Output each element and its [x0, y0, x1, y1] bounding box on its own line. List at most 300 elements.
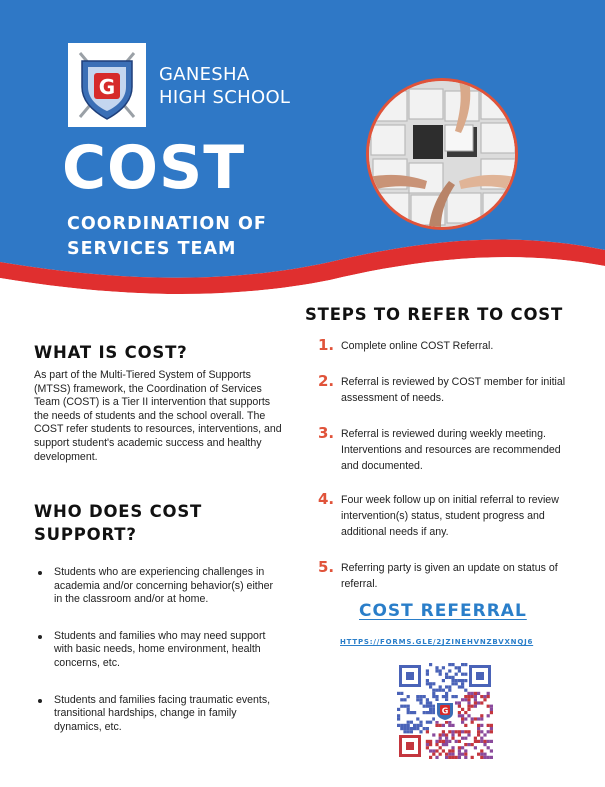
what-description: As part of the Multi-Tiered System of Supports (MTSS) framework, the Coordination of Services Team (COST) is a Tier II intervention that supports the needs of students and the school overall. The COST refer students to resources, interventions, and support student's academic success and healthy development. — [34, 369, 282, 463]
qr-module — [451, 733, 454, 736]
qr-module — [429, 721, 432, 724]
qr-module — [483, 695, 486, 698]
qr-module — [480, 740, 483, 743]
qr-module — [429, 663, 432, 666]
qr-module — [442, 733, 445, 736]
qr-module — [445, 740, 448, 743]
qr-module — [426, 673, 429, 676]
step-text: Complete online COST Referral. — [341, 340, 494, 352]
qr-module — [480, 753, 483, 756]
qr-module — [435, 695, 438, 698]
qr-module — [419, 695, 422, 698]
qr-module — [432, 705, 435, 708]
qr-module — [397, 714, 400, 717]
qr-module — [464, 753, 467, 756]
qr-module — [483, 743, 486, 746]
qr-module — [487, 705, 490, 708]
qr-module — [471, 743, 474, 746]
qr-module — [407, 705, 410, 708]
qr-module — [439, 740, 442, 743]
qr-module — [407, 711, 410, 714]
qr-module — [435, 756, 438, 759]
qr-module — [467, 705, 470, 708]
qr-module — [429, 749, 432, 752]
qr-module — [458, 733, 461, 736]
qr-module — [458, 756, 461, 759]
qr-module — [448, 753, 451, 756]
qr-module — [403, 730, 406, 733]
qr-module — [451, 724, 454, 727]
qr-module — [416, 717, 419, 720]
qr-module — [448, 663, 451, 666]
qr-module — [439, 685, 442, 688]
qr-module — [400, 698, 403, 701]
qr-module — [455, 679, 458, 682]
qr-module — [467, 698, 470, 701]
qr-module — [445, 753, 448, 756]
subtitle-line2: SERVICES TEAM — [67, 239, 237, 259]
who-list — [34, 566, 284, 757]
qr-module — [426, 701, 429, 704]
qr-module — [471, 756, 474, 759]
qr-module — [407, 727, 410, 730]
qr-module — [419, 721, 422, 724]
qr-module — [410, 721, 413, 724]
qr-module — [461, 673, 464, 676]
qr-module — [490, 727, 493, 730]
qr-module — [458, 730, 461, 733]
qr-module — [451, 682, 454, 685]
qr-module — [451, 756, 454, 759]
who-heading-line1: WHO DOES COST — [34, 502, 203, 521]
qr-module — [458, 753, 461, 756]
qr-module — [467, 708, 470, 711]
qr-module — [474, 746, 477, 749]
qr-module — [432, 692, 435, 695]
qr-module — [477, 692, 480, 695]
qr-module — [439, 669, 442, 672]
school-name-line1: GANESHA — [159, 64, 250, 85]
qr-module — [471, 695, 474, 698]
step-number: 5. — [318, 558, 335, 576]
school-logo — [68, 43, 146, 127]
qr-module — [451, 746, 454, 749]
qr-module — [464, 749, 467, 752]
qr-module — [455, 730, 458, 733]
qr-module — [461, 714, 464, 717]
qr-module — [455, 756, 458, 759]
qr-module — [448, 721, 451, 724]
qr-module — [490, 756, 493, 759]
step-number: 4. — [318, 490, 335, 508]
qr-module — [455, 666, 458, 669]
qr-module — [442, 679, 445, 682]
qr-module — [445, 692, 448, 695]
qr-module — [435, 669, 438, 672]
qr-module — [445, 695, 448, 698]
qr-module — [435, 749, 438, 752]
step-number: 3. — [318, 424, 335, 442]
qr-module — [461, 737, 464, 740]
qr-module — [451, 737, 454, 740]
qr-module — [416, 698, 419, 701]
qr-module — [490, 749, 493, 752]
qr-module — [432, 717, 435, 720]
qr-module — [432, 682, 435, 685]
qr-module — [461, 685, 464, 688]
qr-module — [442, 689, 445, 692]
qr-module — [464, 698, 467, 701]
qr-module — [419, 730, 422, 733]
qr-module — [410, 730, 413, 733]
qr-module — [464, 663, 467, 666]
qr-module — [464, 717, 467, 720]
school-name-line2: HIGH SCHOOL — [159, 87, 291, 108]
qr-module — [461, 746, 464, 749]
step-number: 2. — [318, 372, 335, 390]
qr-module — [464, 689, 467, 692]
qr-module — [487, 724, 490, 727]
qr-module — [477, 733, 480, 736]
qr-module — [458, 685, 461, 688]
step-number: 1. — [318, 336, 335, 354]
qr-module — [458, 740, 461, 743]
qr-module — [445, 737, 448, 740]
qr-module — [461, 682, 464, 685]
qr-module — [400, 692, 403, 695]
qr-module — [451, 753, 454, 756]
qr-module — [439, 733, 442, 736]
what-heading: WHAT IS COST? — [34, 343, 188, 362]
qr-module — [480, 724, 483, 727]
qr-module — [410, 727, 413, 730]
qr-module — [403, 705, 406, 708]
page-title: COST — [62, 133, 246, 203]
qr-module — [467, 701, 470, 704]
qr-module — [474, 740, 477, 743]
list-item: Students and families who may need support with basic needs, home environment, health concerns, etc. — [34, 630, 284, 671]
qr-module — [442, 695, 445, 698]
qr-module — [474, 698, 477, 701]
qr-module — [480, 714, 483, 717]
qr-module — [439, 673, 442, 676]
qr-module — [413, 727, 416, 730]
qr-module — [426, 721, 429, 724]
qr-module — [490, 705, 493, 708]
qr-module — [461, 721, 464, 724]
qr-module — [461, 753, 464, 756]
qr-module — [467, 743, 470, 746]
qr-module — [451, 663, 454, 666]
qr-module — [419, 698, 422, 701]
qr-module — [477, 701, 480, 704]
qr-module — [416, 727, 419, 730]
qr-module — [439, 746, 442, 749]
qr-module — [423, 705, 426, 708]
qr-module — [480, 701, 483, 704]
qr-module — [483, 753, 486, 756]
school-name — [159, 63, 290, 109]
qr-module — [426, 682, 429, 685]
qr-module — [487, 730, 490, 733]
qr-module — [445, 676, 448, 679]
qr-module — [426, 669, 429, 672]
qr-module — [432, 753, 435, 756]
qr-module — [474, 705, 477, 708]
qr-module — [403, 698, 406, 701]
qr-module — [439, 724, 442, 727]
qr-module — [458, 679, 461, 682]
qr-module — [429, 708, 432, 711]
qr-module — [448, 689, 451, 692]
qr-module — [467, 730, 470, 733]
qr-module — [426, 705, 429, 708]
list-item: Students and families facing traumatic events, transitional hardships, change in family dynamics, etc. — [34, 694, 284, 735]
qr-module — [458, 749, 461, 752]
qr-module — [426, 679, 429, 682]
step-text: Referring party is given an update on status of referral. — [341, 562, 558, 590]
qr-module — [448, 676, 451, 679]
qr-module — [458, 666, 461, 669]
qr-module — [403, 724, 406, 727]
qr-module — [448, 756, 451, 759]
qr-module — [435, 743, 438, 746]
qr-module — [471, 692, 474, 695]
qr-module — [458, 711, 461, 714]
logo-letter: G — [98, 75, 116, 99]
qr-module — [490, 711, 493, 714]
qr-module — [432, 749, 435, 752]
qr-module — [442, 724, 445, 727]
qr-module — [451, 695, 454, 698]
puzzle-hands-photo — [366, 78, 518, 230]
qr-module — [458, 701, 461, 704]
qr-module — [467, 695, 470, 698]
qr-module — [435, 666, 438, 669]
qr-module — [458, 669, 461, 672]
who-heading-line2: SUPPORT? — [34, 525, 137, 544]
qr-module — [477, 730, 480, 733]
qr-module — [400, 724, 403, 727]
qr-module — [426, 740, 429, 743]
qr-module — [480, 749, 483, 752]
qr-module — [448, 685, 451, 688]
qr-module — [474, 695, 477, 698]
qr-module — [442, 666, 445, 669]
qr-module — [445, 685, 448, 688]
qr-module — [439, 753, 442, 756]
qr-module — [451, 676, 454, 679]
page-subtitle — [67, 212, 327, 262]
qr-module — [407, 721, 410, 724]
qr-module — [477, 717, 480, 720]
qr-module — [442, 749, 445, 752]
qr-module — [448, 749, 451, 752]
qr-module — [448, 740, 451, 743]
qr-module — [426, 730, 429, 733]
qr-module — [397, 724, 400, 727]
qr-module — [410, 711, 413, 714]
qr-module — [407, 708, 410, 711]
qr-module — [426, 727, 429, 730]
qr-module — [429, 682, 432, 685]
qr-module — [467, 714, 470, 717]
qr-module — [487, 756, 490, 759]
qr-module — [451, 730, 454, 733]
qr-module — [429, 705, 432, 708]
qr-module — [455, 695, 458, 698]
qr-module — [426, 743, 429, 746]
qr-module — [445, 698, 448, 701]
qr-module — [435, 689, 438, 692]
qr-module — [455, 673, 458, 676]
qr-module — [464, 743, 467, 746]
who-heading — [34, 500, 202, 546]
qr-module — [429, 711, 432, 714]
qr-module — [483, 698, 486, 701]
qr-module — [464, 695, 467, 698]
qr-module — [397, 692, 400, 695]
list-item: Students who are experiencing challenges in academia and/or concerning behavior(s) either in the classroom and/or at home. — [34, 566, 284, 607]
qr-module — [464, 711, 467, 714]
qr-module — [397, 717, 400, 720]
qr-module — [448, 669, 451, 672]
qr-module — [426, 746, 429, 749]
qr-module — [490, 708, 493, 711]
qr-module — [458, 705, 461, 708]
qr-module — [464, 737, 467, 740]
qr-module — [480, 730, 483, 733]
qr-module — [407, 695, 410, 698]
qr-module — [435, 698, 438, 701]
qr-module — [487, 740, 490, 743]
qr-module — [471, 717, 474, 720]
qr-module — [467, 692, 470, 695]
qr-module — [487, 746, 490, 749]
qr-module — [464, 756, 467, 759]
qr-module — [471, 721, 474, 724]
qr-module — [477, 740, 480, 743]
qr-module — [477, 724, 480, 727]
qr-module — [416, 724, 419, 727]
qr-module — [455, 682, 458, 685]
qr-module — [445, 733, 448, 736]
qr-module — [461, 730, 464, 733]
qr-module — [477, 753, 480, 756]
qr-module — [477, 727, 480, 730]
qr-module — [423, 711, 426, 714]
qr-module — [480, 717, 483, 720]
qr-module — [423, 727, 426, 730]
qr-module — [419, 724, 422, 727]
qr-module — [400, 705, 403, 708]
qr-module — [435, 724, 438, 727]
qr-module — [445, 673, 448, 676]
qr-module — [442, 730, 445, 733]
qr-module — [432, 708, 435, 711]
qr-module — [439, 689, 442, 692]
qr-module — [445, 756, 448, 759]
qr-module — [461, 717, 464, 720]
qr-module — [490, 730, 493, 733]
qr-module — [480, 695, 483, 698]
qr-module — [474, 717, 477, 720]
qr-module — [448, 730, 451, 733]
qr-module — [483, 740, 486, 743]
qr-logo-letter: G — [441, 706, 449, 716]
qr-module — [464, 673, 467, 676]
qr-module — [464, 679, 467, 682]
qr-module — [435, 740, 438, 743]
qr-module — [471, 705, 474, 708]
qr-module — [442, 740, 445, 743]
qr-module — [487, 692, 490, 695]
qr-module — [455, 740, 458, 743]
step-text: Referral is reviewed during weekly meeting. Interventions and resources are recommended and documented. — [341, 428, 561, 472]
qr-module — [451, 749, 454, 752]
qr-module — [439, 737, 442, 740]
qr-module — [400, 727, 403, 730]
qr-module — [407, 724, 410, 727]
qr-module — [464, 724, 467, 727]
qr-module — [455, 701, 458, 704]
qr-module — [490, 724, 493, 727]
qr-module — [423, 695, 426, 698]
qr-module — [397, 708, 400, 711]
qr-module — [448, 724, 451, 727]
qr-module — [429, 740, 432, 743]
qr-module — [413, 724, 416, 727]
qr-module — [429, 743, 432, 746]
qr-module — [464, 730, 467, 733]
qr-module — [426, 698, 429, 701]
qr-module — [461, 708, 464, 711]
qr-module — [429, 756, 432, 759]
step-text: Four week follow up on initial referral to review intervention(s) status, student progress and additional needs if any. — [341, 494, 559, 538]
qr-module — [413, 711, 416, 714]
cost-referral-link[interactable]: COST REFERRAL — [359, 601, 527, 621]
qr-module — [432, 689, 435, 692]
qr-module — [432, 695, 435, 698]
qr-module — [474, 692, 477, 695]
qr-module — [467, 733, 470, 736]
step-text: Referral is reviewed by COST member for initial assessment of needs. — [341, 376, 566, 404]
referral-url-link[interactable]: HTTPS://FORMS.GLE/2JZINEHVNZBVXNQJ6 — [340, 638, 534, 646]
steps-heading: STEPS TO REFER TO COST — [305, 305, 564, 324]
qr-module — [451, 679, 454, 682]
qr-module — [461, 679, 464, 682]
qr-module — [461, 663, 464, 666]
qr-module — [490, 740, 493, 743]
qr-module — [432, 733, 435, 736]
qr-module — [403, 727, 406, 730]
qr-module — [487, 695, 490, 698]
qr-module — [458, 746, 461, 749]
qr-module — [480, 737, 483, 740]
qr-module — [487, 714, 490, 717]
qr-module — [480, 756, 483, 759]
subtitle-line1: COORDINATION OF — [67, 214, 267, 234]
qr-module — [426, 711, 429, 714]
qr-module — [483, 733, 486, 736]
qr-code[interactable] — [397, 663, 493, 759]
qr-module — [474, 737, 477, 740]
qr-module — [474, 701, 477, 704]
qr-module — [432, 711, 435, 714]
qr-module — [429, 701, 432, 704]
qr-module — [407, 730, 410, 733]
qr-module — [442, 743, 445, 746]
